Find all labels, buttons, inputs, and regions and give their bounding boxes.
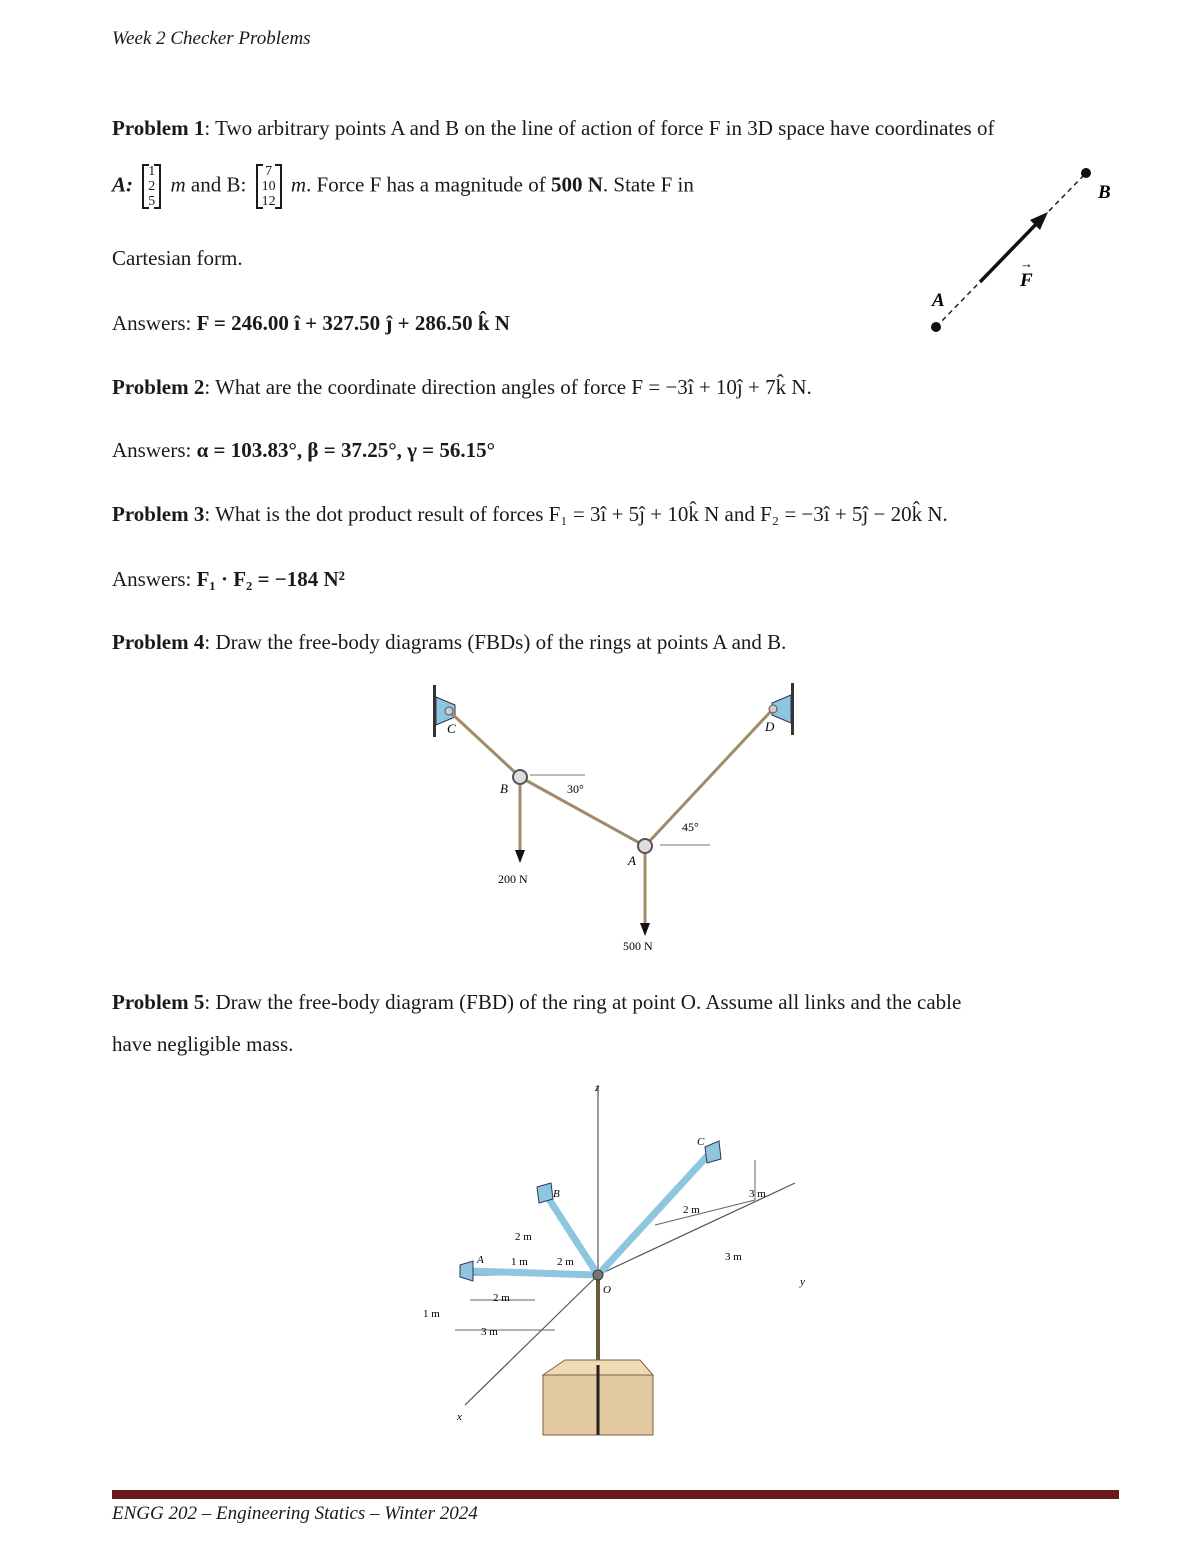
label-d: D (765, 719, 775, 734)
angle-30: 30° (567, 782, 584, 796)
support-c (705, 1141, 721, 1163)
page-footer: ENGG 202 – Engineering Statics – Winter 2024 (112, 1503, 478, 1524)
link-oa (470, 1271, 598, 1275)
label-b5: B (553, 1188, 560, 1200)
matrix-b-y: 10 (261, 179, 276, 194)
dim-3m-c: 3 m (725, 1251, 742, 1263)
problem-4-line (112, 630, 786, 655)
problem-4-figure (425, 675, 805, 960)
problem-2-label: Problem 2 (112, 375, 205, 399)
load-b-arrow (515, 850, 525, 863)
dim-2m-b: 2 m (493, 1292, 510, 1304)
problem-1-answer (112, 311, 510, 336)
ring-o (593, 1270, 603, 1280)
problem-5-label: Problem 5 (112, 990, 205, 1014)
problem-2-line (112, 375, 812, 400)
label-z: z (595, 1082, 600, 1094)
point-a-dot (931, 322, 941, 332)
problem-5-text-1: : Draw the free-body diagram (FBD) of the ring at point O. Assume all links and the cable (204, 990, 962, 1014)
label-y: y (800, 1276, 805, 1288)
label-a: A (628, 853, 636, 868)
matrix-b-z: 12 (261, 194, 276, 209)
answer-value: F₁ · F₂ = −184 N² (196, 567, 345, 591)
problem-3-text: : What is the dot product result of forces F₁ = 3î + 5ĵ + 10k̂ N and F₂ = −3î + 5ĵ − 20k̂ N. (204, 502, 948, 526)
dim-2m-d: 2 m (683, 1204, 700, 1216)
ring-a (638, 839, 652, 853)
matrix-a-z: 5 (148, 194, 156, 209)
support-b (537, 1183, 553, 1203)
problem-1-tail-2: . State F in (602, 172, 694, 197)
label-b: B (500, 781, 508, 796)
force-magnitude: 500 N (550, 172, 603, 197)
problem-1-text: : Two arbitrary points A and B on the line of action of force F in 3D space have coordinates of (204, 116, 995, 140)
support-a (460, 1261, 473, 1281)
problem-3-line (112, 502, 948, 527)
cable-ad (645, 709, 773, 846)
dim-3m-a: 3 m (481, 1326, 498, 1338)
and-b-text: and B: (185, 172, 247, 197)
dim-1m-b: 1 m (423, 1308, 440, 1320)
label-o: O (603, 1284, 611, 1296)
dim-2m-c: 2 m (557, 1256, 574, 1268)
problem-1-line-3: Cartesian form. (112, 246, 243, 270)
problem-3-label: Problem 3 (112, 502, 205, 526)
load-b-label: 200 N (498, 872, 528, 886)
matrix-b-x: 7 (265, 164, 273, 179)
answer-label: Answers: (112, 567, 197, 591)
problem-2-text: : What are the coordinate direction angles of force F = −3î + 10ĵ + 7k̂ N. (204, 375, 812, 399)
point-b-matrix (256, 164, 282, 209)
problem-1-line-2 (112, 164, 694, 209)
label-a5: A (477, 1254, 484, 1266)
unit-m-a: m (170, 172, 186, 197)
problem-3-answer (112, 567, 345, 592)
dim-1m-a: 1 m (511, 1256, 528, 1268)
label-c5: C (697, 1136, 705, 1148)
dim-line-d (655, 1200, 755, 1225)
load-a-label: 500 N (623, 939, 653, 953)
problem-2-answer (112, 438, 495, 463)
unit-m-b: m (290, 172, 307, 197)
page-header: Week 2 Checker Problems (112, 28, 311, 49)
answer-value: α = 103.83°, β = 37.25°, γ = 56.15° (196, 438, 496, 462)
problem-5-line-2: have negligible mass. (112, 1032, 294, 1056)
footer-bar (112, 1490, 1119, 1499)
problem-1-figure (900, 150, 1140, 350)
pin-c (445, 707, 453, 715)
ring-b (513, 770, 527, 784)
dim-3m-b: 3 m (749, 1188, 766, 1200)
problem-4-text: : Draw the free-body diagrams (FBDs) of the rings at points A and B. (204, 630, 787, 654)
problem-1-label: Problem 1 (112, 116, 205, 140)
point-b-dot (1081, 168, 1091, 178)
problem-5-line-1 (112, 990, 961, 1015)
label-x: x (457, 1411, 462, 1423)
load-a-arrow (640, 923, 650, 936)
fig-label-b: B (1098, 182, 1111, 203)
fig-label-f: F (1020, 270, 1033, 291)
force-arrow-shaft (980, 218, 1042, 282)
problem-5-figure (415, 1075, 815, 1445)
point-a-matrix (142, 164, 161, 209)
problem-4-label: Problem 4 (112, 630, 205, 654)
problem-1-line-1 (112, 116, 994, 141)
answer-value: F = 246.00 î + 327.50 ĵ + 286.50 k̂ N (196, 311, 510, 335)
answer-label: Answers: (112, 311, 197, 335)
fig-label-a: A (932, 290, 945, 311)
dim-2m-a: 2 m (515, 1231, 532, 1243)
fig-force-arrow-icon: → (1020, 256, 1033, 271)
cable-cb (449, 711, 520, 777)
pin-d (769, 705, 777, 713)
answer-label: Answers: (112, 438, 197, 462)
label-c: C (447, 721, 456, 736)
problem-1-tail: . Force F has a magnitude of (306, 172, 551, 197)
matrix-a-y: 2 (148, 179, 156, 194)
point-a-label: A: (112, 172, 133, 197)
matrix-a-x: 1 (148, 164, 156, 179)
angle-45: 45° (682, 820, 699, 834)
